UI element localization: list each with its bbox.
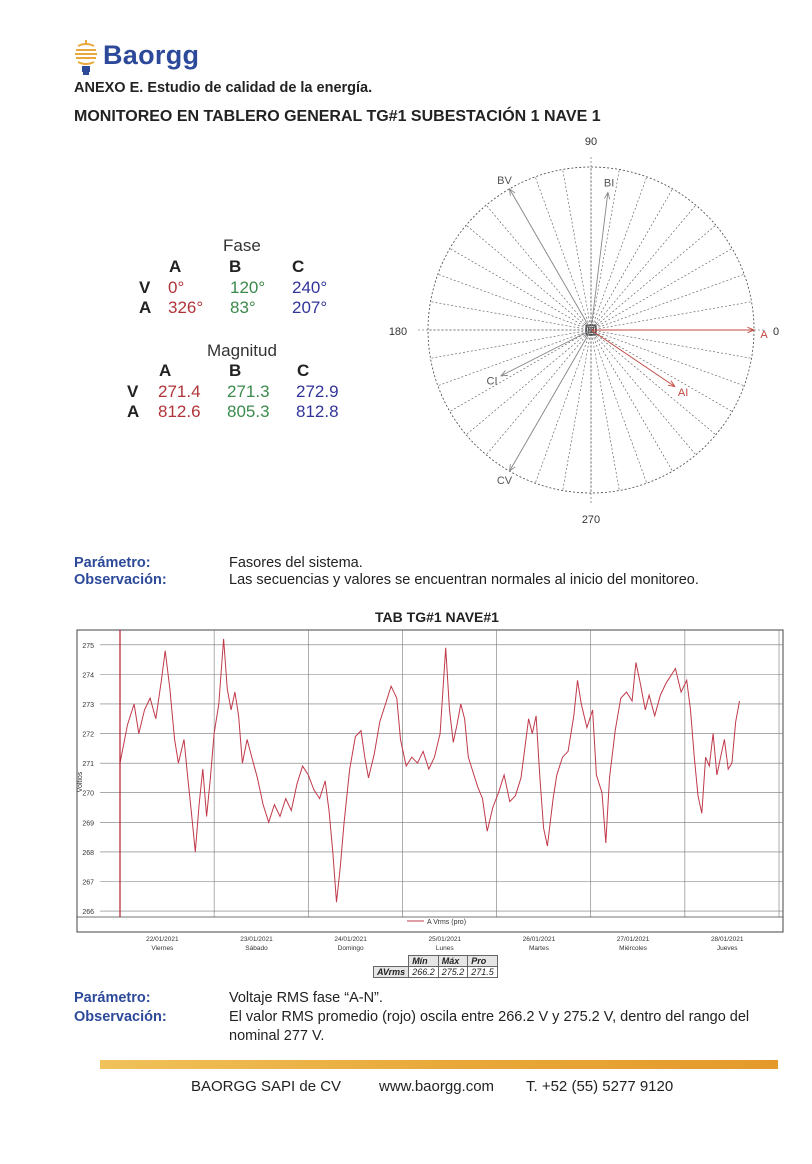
phasor-grid-spoke bbox=[430, 330, 591, 358]
footer-company: BAORGG SAPI de CV bbox=[191, 1078, 342, 1095]
phasor-diagram bbox=[380, 130, 800, 530]
stats-header-min: Mín bbox=[409, 956, 439, 967]
chart-title: TAB TG#1 NAVE#1 bbox=[375, 609, 499, 625]
footer-bar bbox=[100, 1060, 778, 1069]
chart-xtick-date: 23/01/2021 bbox=[240, 936, 273, 943]
chart-xtick-date: 26/01/2021 bbox=[522, 936, 556, 943]
section2-obs-text-1: El valor RMS promedio (rojo) oscila entre 266.2 V y 275.2 V, dentro del rango del bbox=[229, 1009, 750, 1025]
phasor-grid-spoke bbox=[466, 330, 591, 435]
mag-a-b: 805.3 bbox=[227, 402, 270, 421]
chart-ytick-label: 273 bbox=[82, 701, 94, 709]
phasor-grid-spoke bbox=[591, 330, 619, 491]
chart-ytick-label: 275 bbox=[82, 642, 94, 650]
phasor-axis-270: 270 bbox=[581, 514, 601, 526]
chart-xtick-day: Viernes bbox=[151, 945, 174, 952]
chart-ytick-label: 274 bbox=[82, 672, 94, 680]
phasor-grid-spoke bbox=[591, 330, 752, 358]
phasor-axis-180: 180 bbox=[388, 326, 408, 338]
phasor-vector-bi-label: BI bbox=[603, 177, 615, 190]
section1-param-label: Parámetro: bbox=[74, 555, 151, 571]
mag-a-c: 812.8 bbox=[296, 402, 339, 421]
page-title: MONITOREO EN TABLERO GENERAL TG#1 SUBESTACIÓN 1 NAVE 1 bbox=[74, 108, 601, 125]
chart-ytick-label: 268 bbox=[82, 849, 94, 857]
section2-obs-text-2: nominal 277 V. bbox=[229, 1028, 325, 1044]
chart-ytick-label: 266 bbox=[82, 909, 94, 917]
phasor-vector-a-label: A bbox=[760, 329, 768, 341]
phasor-grid-spoke bbox=[591, 330, 732, 412]
chart-xtick-date: 27/01/2021 bbox=[616, 936, 650, 943]
phasor-grid-spoke bbox=[535, 177, 591, 330]
phasor-vector-cv-arrowhead bbox=[510, 464, 516, 471]
phasor-grid-spoke bbox=[486, 330, 591, 455]
section2-param-text: Voltaje RMS fase “A-N”. bbox=[229, 990, 383, 1006]
chart-xtick-day: Miércoles bbox=[619, 945, 647, 952]
stats-header-max: Máx bbox=[438, 956, 468, 967]
phasor-vector-cv-label: CV bbox=[496, 474, 513, 487]
stats-min: 266.2 bbox=[409, 967, 439, 978]
phasor-axis-0: 0 bbox=[772, 326, 780, 338]
mag-col-a: A bbox=[159, 361, 172, 380]
phase-v-a: 0° bbox=[168, 278, 185, 297]
phase-col-c: C bbox=[292, 257, 305, 276]
chart-xtick-date: 22/01/2021 bbox=[146, 936, 179, 943]
magnitude-table-title: Magnitud bbox=[207, 341, 277, 360]
phasor-vector-bv bbox=[510, 189, 592, 330]
phasor-grid-spoke bbox=[591, 249, 732, 331]
chart-xtick-date: 28/01/2021 bbox=[710, 936, 744, 943]
phasor-grid-spoke bbox=[438, 274, 591, 330]
voltage-line-chart bbox=[72, 604, 812, 974]
phasor-grid-spoke bbox=[466, 225, 591, 330]
section1-obs-text: Las secuencias y valores se encuentran normales al inicio del monitoreo. bbox=[229, 572, 699, 588]
mag-v-a: 271.4 bbox=[158, 382, 201, 401]
phasor-grid-spoke bbox=[438, 330, 591, 386]
phase-a-a: 326° bbox=[168, 298, 204, 317]
chart-xtick-date: 25/01/2021 bbox=[428, 936, 462, 943]
section2-obs-label: Observación: bbox=[74, 1009, 167, 1025]
phase-table-title: Fase bbox=[223, 236, 261, 255]
phasor-vector-bv-arrowhead bbox=[510, 189, 516, 196]
annex-heading: ANEXO E. Estudio de calidad de la energía. bbox=[74, 80, 373, 96]
phase-row-a-label: A bbox=[139, 298, 152, 317]
mag-v-c: 272.9 bbox=[296, 382, 339, 401]
phasor-grid-spoke bbox=[591, 169, 619, 330]
mag-row-a-label: A bbox=[127, 402, 140, 421]
stats-avg: 271.5 bbox=[468, 967, 498, 978]
mag-col-c: C bbox=[297, 361, 310, 380]
phase-v-b: 120° bbox=[230, 278, 266, 297]
chart-stats-table bbox=[373, 955, 498, 978]
phase-col-b: B bbox=[229, 257, 242, 276]
phasor-vector-bi bbox=[591, 192, 608, 330]
footer-phone: T. +52 (55) 5277 9120 bbox=[526, 1078, 674, 1095]
chart-ylabel: Voltios bbox=[77, 771, 84, 793]
phasor-vector-ai-label: AI bbox=[677, 387, 689, 400]
phasor-grid-spoke bbox=[591, 225, 716, 330]
phasor-grid-spoke bbox=[591, 330, 716, 435]
phase-v-c: 240° bbox=[292, 278, 328, 297]
phasor-grid-spoke bbox=[591, 274, 744, 330]
phasor-grid-spoke bbox=[591, 330, 673, 471]
section1-param-text: Fasores del sistema. bbox=[229, 555, 363, 571]
chart-ytick-label: 270 bbox=[82, 790, 94, 798]
mag-v-b: 271.3 bbox=[227, 382, 270, 401]
phasor-vector-bv-label: BV bbox=[497, 175, 512, 188]
chart-ytick-label: 271 bbox=[82, 761, 94, 769]
phasor-grid-spoke bbox=[430, 302, 591, 330]
phasor-grid-spoke bbox=[591, 205, 696, 330]
stats-header-avg: Pro bbox=[468, 956, 498, 967]
chart-xtick-day: Martes bbox=[528, 945, 549, 952]
logo-bulb-icon bbox=[73, 38, 101, 78]
phasor-grid-spoke bbox=[486, 205, 591, 330]
logo-text: Baorgg bbox=[103, 40, 200, 70]
phase-col-a: A bbox=[169, 257, 182, 276]
phasor-grid-spoke bbox=[591, 302, 752, 330]
chart-xtick-day: Jueves bbox=[716, 945, 738, 952]
chart-legend-label: A Vrms (pro) bbox=[427, 919, 467, 926]
mag-row-v-label: V bbox=[127, 382, 139, 401]
chart-xtick-date: 24/01/2021 bbox=[334, 936, 367, 943]
phasor-vector-ai bbox=[591, 330, 675, 387]
phasor-grid-spoke bbox=[591, 330, 647, 483]
phase-a-b: 83° bbox=[230, 298, 256, 317]
chart-ytick-label: 272 bbox=[82, 731, 94, 739]
phasor-grid-spoke bbox=[591, 189, 673, 330]
phasor-grid-spoke bbox=[591, 177, 647, 330]
logo bbox=[73, 38, 213, 78]
chart-ytick-label: 269 bbox=[82, 820, 94, 828]
phasor-grid-spoke bbox=[450, 249, 591, 331]
stats-max: 275.2 bbox=[438, 967, 468, 978]
phase-a-c: 207° bbox=[292, 298, 328, 317]
phasor-axis-90: 90 bbox=[584, 136, 598, 148]
mag-col-b: B bbox=[229, 361, 242, 380]
chart-ytick-label: 267 bbox=[82, 879, 94, 887]
phasor-vector-ci-label: CI bbox=[486, 375, 498, 388]
chart-xtick-day: Domingo bbox=[337, 945, 364, 952]
chart-xtick-day: Lunes bbox=[435, 945, 454, 952]
section1-obs-label: Observación: bbox=[74, 572, 167, 588]
phase-row-v-label: V bbox=[139, 278, 151, 297]
phasor-grid-spoke bbox=[450, 330, 591, 412]
chart-xtick-day: Sábado bbox=[245, 945, 268, 952]
section2-param-label: Parámetro: bbox=[74, 990, 151, 1006]
phasor-grid-spoke bbox=[591, 330, 744, 386]
stats-row-label: AVrms bbox=[374, 967, 409, 978]
mag-a-a: 812.6 bbox=[158, 402, 201, 421]
phasor-vector-ai-arrowhead bbox=[668, 381, 675, 387]
footer-website[interactable]: www.baorgg.com bbox=[379, 1078, 495, 1095]
phasor-grid-spoke bbox=[535, 330, 591, 483]
